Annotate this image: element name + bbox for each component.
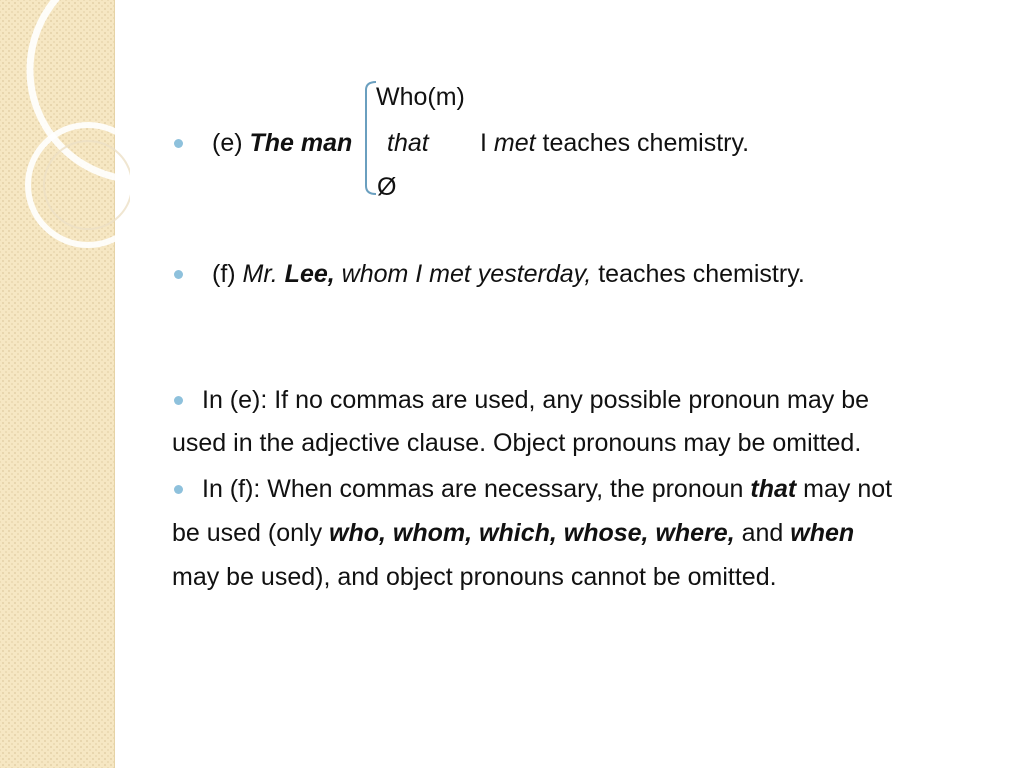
bullet-icon <box>174 485 183 494</box>
bullet-icon <box>174 139 183 148</box>
example-e-clause-rest: I met teaches chemistry. <box>480 129 750 157</box>
decorative-rings <box>0 0 130 300</box>
alternative-null: Ø <box>377 173 397 201</box>
bullet-icon <box>174 396 183 405</box>
example-f-sentence: (f) Mr. Lee, whom I met yesterday, teaches chemistry. <box>212 260 805 288</box>
alternative-that: that <box>387 129 429 157</box>
alternative-whom: Who(m) <box>376 83 465 111</box>
note-f-line-2: be used (only who, whom, which, whose, where, and when <box>172 519 855 547</box>
note-f-line-1: In (f): When commas are necessary, the pronoun that may not <box>202 475 893 503</box>
note-e-line-2: used in the adjective clause. Object pronouns may be omitted. <box>172 429 862 457</box>
example-e-sentence: (e) The man <box>212 129 353 157</box>
note-f-line-3: may be used), and object pronouns cannot be omitted. <box>172 563 777 591</box>
bullet-icon <box>174 270 183 279</box>
note-e-line-1: In (e): If no commas are used, any possible pronoun may be <box>202 386 870 414</box>
